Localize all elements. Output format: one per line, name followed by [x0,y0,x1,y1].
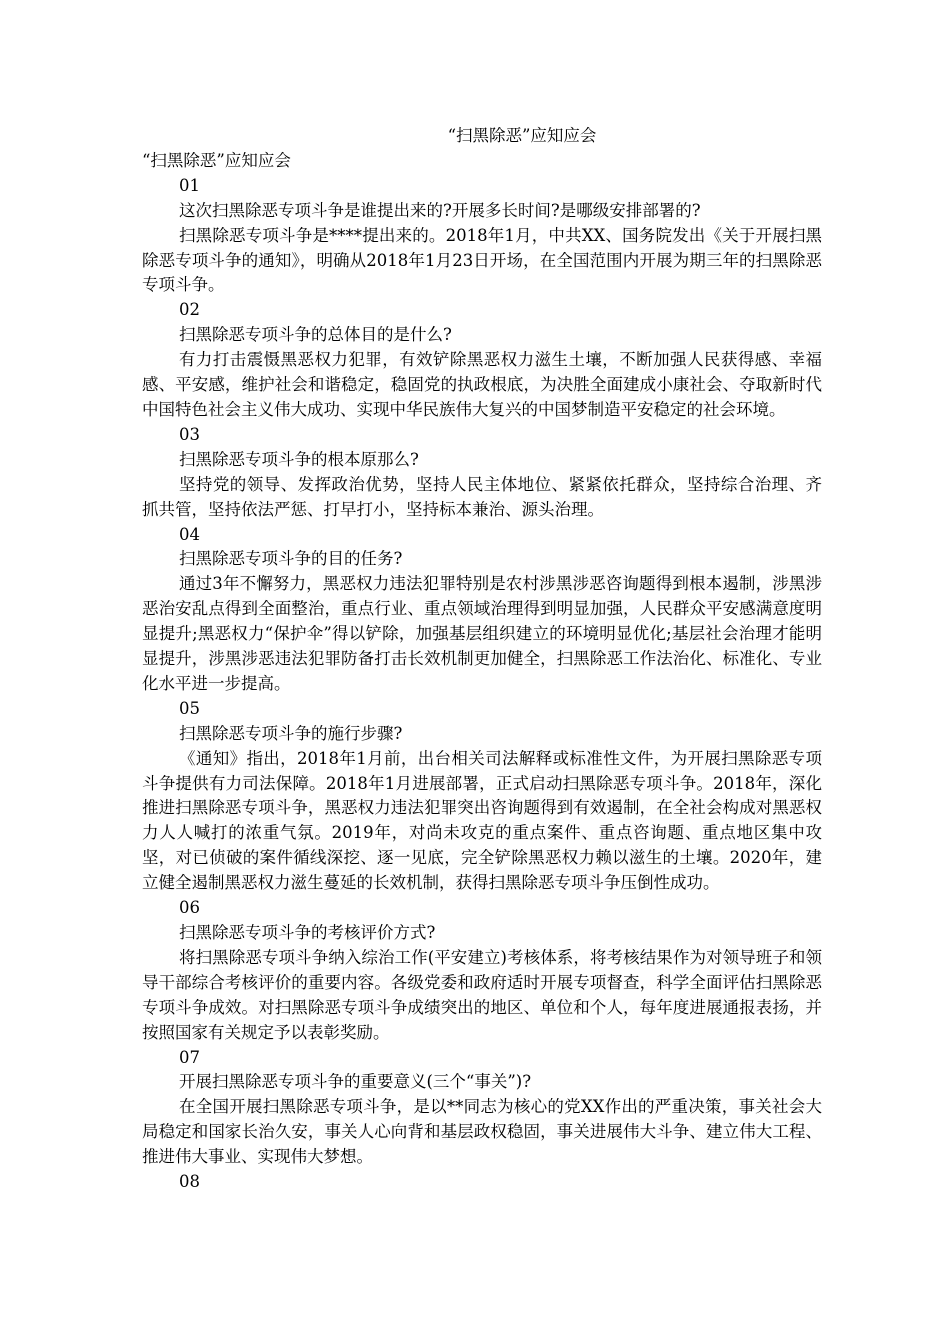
section-answer: 《通知》指出，2018年1月前，出台相关司法解释或标准性文件，为开展扫黑除恶专项斗争提供有力司法保障。2018年1月进展部署，正式启动扫黑除恶专项斗争。2018年，深化推进扫黑除恶专项斗争，黑恶权力违法犯罪突出咨询题得到有效遏制，在全社会构成对黑恶权力人人喊打的浓重气氛。2019年，对尚未攻克的重点案件、重点咨询题、重点地区集中攻坚，对已侦破的案件循线深挖、逐一见底，完全铲除黑恶权力赖以滋生的土壤。2020年，建立健全遏制黑恶权力滋生蔓延的长效机制，获得扫黑除恶专项斗争压倒性成功。 [142,748,822,893]
section-question: 扫黑除恶专项斗争的总体目的是什么? [179,325,452,345]
document-body [142,124,822,1195]
section-number: 07 [179,1047,200,1067]
section-question: 扫黑除恶专项斗争的施行步骤? [179,723,403,743]
section-question: 开展扫黑除恶专项斗争的重要意义(三个“事关”)? [179,1072,532,1092]
section-number: 01 [179,175,200,195]
section-question: 扫黑除恶专项斗争的根本原那么? [179,449,419,469]
section-question: 这次扫黑除恶专项斗争是谁提出来的?开展多长时间?是哪级安排部署的? [179,200,701,220]
section-answer: 坚持党的领导、发挥政治优势，坚持人民主体地位、紧紧依托群众，坚持综合治理、齐抓共管，坚持依法严惩、打早打小，坚持标本兼治、源头治理。 [142,474,822,519]
section-number: 04 [179,524,200,544]
document-subtitle: “扫黑除恶”应知应会 [142,150,291,170]
document-title: “扫黑除恶”应知应会 [447,126,597,145]
section-answer: 扫黑除恶专项斗争是****提出来的。2018年1月，中共XX、国务院发出《关于开展扫黑除恶专项斗争的通知》，明确从2018年1月23日开场，在全国范围内开展为期三年的扫黑除恶专项斗争。 [142,225,822,295]
section-answer: 在全国开展扫黑除恶专项斗争，是以**同志为核心的党XX作出的严重决策，事关社会大局稳定和国家长治久安，事关人心向背和基层政权稳固，事关进展伟大斗争、建立伟大工程、推进伟大事业、实现伟大梦想。 [142,1097,822,1167]
section-answer: 通过3年不懈努力，黑恶权力违法犯罪特别是农村涉黑涉恶咨询题得到根本遏制，涉黑涉恶治安乱点得到全面整治，重点行业、重点领域治理得到明显加强，人民群众平安感满意度明显提升;黑恶权力“保护伞”得以铲除，加强基层组织建立的环境明显优化;基层社会治理才能明显提升，涉黑涉恶违法犯罪防备打击长效机制更加健全，扫黑除恶工作法治化、标准化、专业化水平进一步提高。 [142,574,822,693]
section-question: 扫黑除恶专项斗争的目的任务? [179,549,403,569]
section-number: 05 [179,698,200,718]
section-number: 08 [179,1172,200,1192]
section-answer: 将扫黑除恶专项斗争纳入综治工作(平安建立)考核体系，将考核结果作为对领导班子和领导干部综合考核评价的重要内容。各级党委和政府适时开展专项督查，科学全面评估扫黑除恶专项斗争成效。对扫黑除恶专项斗争成绩突出的地区、单位和个人，每年度进展通报表扬，并按照国家有关规定予以表彰奖励。 [142,947,822,1042]
section-answer: 有力打击震慑黑恶权力犯罪，有效铲除黑恶权力滋生土壤，不断加强人民获得感、幸福感、平安感，维护社会和谐稳定，稳固党的执政根底，为决胜全面建成小康社会、夺取新时代中国特色社会主义伟大成功、实现中华民族伟大复兴的中国梦制造平安稳定的社会环境。 [142,350,822,419]
section-number: 02 [179,300,200,320]
section-number: 06 [179,898,200,918]
section-question: 扫黑除恶专项斗争的考核评价方式? [179,923,436,942]
section-number: 03 [179,424,200,444]
